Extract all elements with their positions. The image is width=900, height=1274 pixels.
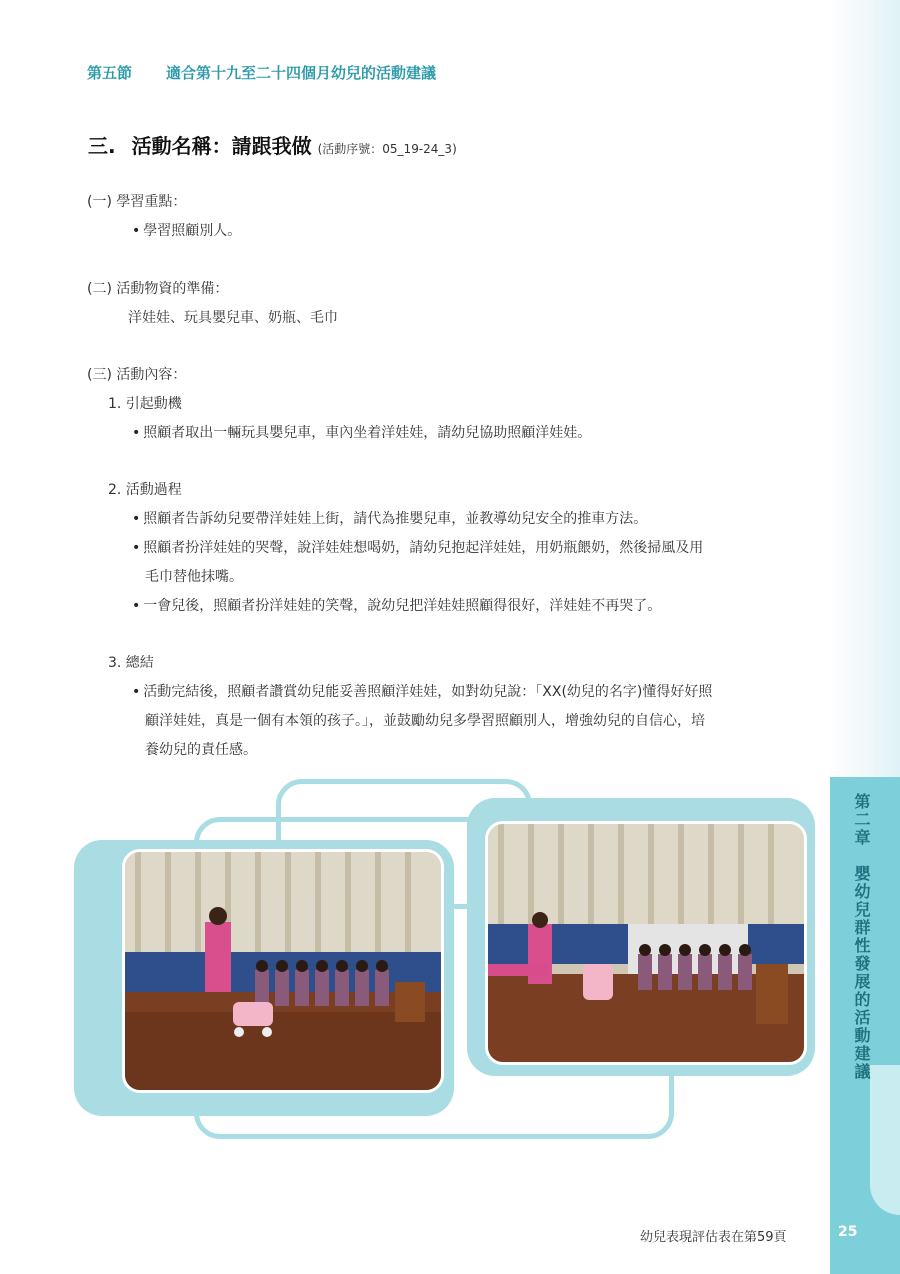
materials-heading: (二) 活動物資的準備： <box>87 281 229 297</box>
learning-focus-heading: (一) 學習重點： <box>87 194 187 210</box>
page-number: 25 <box>838 1224 858 1240</box>
section-label: 第五節 <box>87 64 133 82</box>
activity-photo-left <box>122 849 444 1093</box>
chapter-tab-curve <box>870 1065 900 1215</box>
step-bullet: • 活動完結後，照顧者讚賞幼兒能妥善照顧洋娃娃，如對幼兒說：「XX(幼兒的名字)懂得好好照 <box>132 685 712 699</box>
photo-right-illustration <box>488 824 804 1062</box>
section-header <box>87 62 436 83</box>
activity-number: 三. <box>88 134 116 158</box>
learning-focus-item: • 學習照顧別人。 <box>132 224 241 238</box>
step-bullet-continued: 顧洋娃娃，真是一個有本領的孩子。」，並鼓勵幼兒多學習照顧別人，增強幼兒的自信心，培 <box>145 713 705 729</box>
section-title: 適合第十九至二十四個月幼兒的活動建議 <box>166 64 437 82</box>
step-title: 2. 活動過程 <box>108 482 182 498</box>
activity-photo-right <box>485 821 807 1065</box>
photo-left-illustration <box>125 852 441 1090</box>
activity-code: (活動序號：05_19-24_3) <box>317 142 457 156</box>
chapter-title: 第二章 嬰幼兒群性發展的活動建議 <box>852 793 871 1081</box>
step-bullet: • 一會兒後，照顧者扮洋娃娃的笑聲，說幼兒把洋娃娃照顧得很好，洋娃娃不再哭了。 <box>132 599 661 613</box>
step-bullet-continued: 養幼兒的責任感。 <box>145 742 257 758</box>
step-bullet: • 照顧者告訴幼兒要帶洋娃娃上街，請代為推嬰兒車，並教導幼兒安全的推車方法。 <box>132 512 647 526</box>
step-bullet: • 照顧者扮洋娃娃的哭聲，說洋娃娃想喝奶，請幼兒抱起洋娃娃，用奶瓶餵奶，然後掃風及用 <box>132 541 703 555</box>
content-heading: (三) 活動內容： <box>87 367 187 383</box>
step-bullet-continued: 毛巾替他抹嘴。 <box>145 569 243 585</box>
step-bullet: • 照顧者取出一輛玩具嬰兒車，車內坐着洋娃娃，請幼兒協助照顧洋娃娃。 <box>132 426 591 440</box>
step-title: 1. 引起動機 <box>108 396 182 412</box>
activity-title <box>88 130 457 159</box>
assessment-reference: 幼兒表現評估表在第59頁 <box>640 1230 787 1245</box>
activity-name: 活動名稱：請跟我做 <box>131 134 312 158</box>
step-title: 3. 總結 <box>108 655 154 671</box>
materials-text: 洋娃娃、玩具嬰兒車、奶瓶、毛巾 <box>128 310 338 326</box>
